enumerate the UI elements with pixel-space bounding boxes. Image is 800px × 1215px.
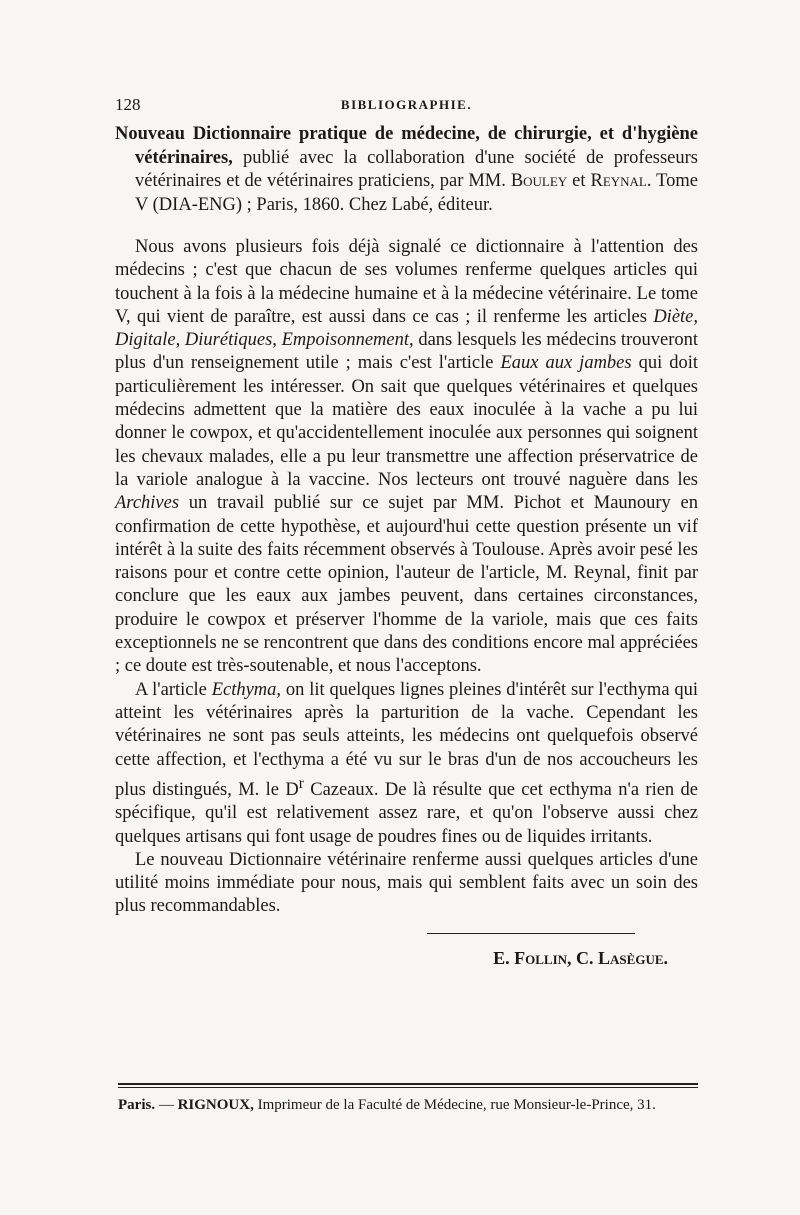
signature-separator: , C. bbox=[567, 947, 599, 968]
signature bbox=[115, 948, 698, 969]
p1-text-a: Nous avons plusieurs fois déjà signalé ce dictionnaire à l'attention des médecins ; c'est que chacun de ses volumes renferme quelques articles qui touchent à la fois à la médecine humaine et à la médecine vétérinaire. Le tome V, qui vient de paraître, est aussi dans ce cas ; il renferme les articles bbox=[115, 237, 698, 327]
p1-italic-articles: Diète, Digitale, Diurétiques, Empoisonnement, bbox=[115, 306, 698, 351]
footer-rule-thin bbox=[118, 1087, 698, 1088]
imprint-dash: — bbox=[155, 1097, 178, 1113]
paragraph-2 bbox=[115, 679, 698, 849]
page-header bbox=[115, 95, 698, 117]
running-head: BIBLIOGRAPHIE. bbox=[340, 97, 473, 112]
entry-description: publié avec la collaboration d'une société de professeurs vétérinaires et de vétérinaires praticiens, par MM. bbox=[135, 147, 698, 191]
p1-italic-archives: Archives bbox=[115, 493, 180, 514]
entry-and: et bbox=[567, 171, 591, 191]
paragraph-1 bbox=[115, 236, 698, 679]
printer-imprint bbox=[118, 1097, 698, 1114]
imprint-city: Paris. bbox=[118, 1097, 156, 1113]
p2-text-b: , on lit quelques lignes pleines d'intérêt sur l'ecthyma qui atteint les vétérinaires après la parturition de la vache. Cependant les vétérinaires ne sont pas seuls atteints, les médecins ont quelquefois observé cette affection, et l'ecthyma a été vu sur le bras d'un de nos accoucheurs les plus distingués, M. le D bbox=[115, 679, 698, 800]
paragraph-3: Le nouveau Dictionnaire vétérinaire renferme aussi quelques articles d'une utilité moins immédiate pour nous, mais qui semblent faits avec un soin des plus recommandables. bbox=[115, 849, 698, 917]
footer-rule bbox=[118, 1083, 698, 1085]
p2-superscript: r bbox=[298, 774, 304, 792]
p2-italic-ecthyma: Ecthyma bbox=[211, 679, 277, 700]
page-number: 128 bbox=[115, 95, 141, 114]
entry-publication: . Tome V (DIA-ENG) ; Paris, 1860. Chez Labé, éditeur. bbox=[135, 171, 698, 215]
imprint-printer: RIGNOUX, bbox=[177, 1097, 254, 1113]
signature-lasegue: Lasègue bbox=[598, 947, 664, 968]
signature-follin: Follin bbox=[514, 947, 568, 968]
p2-text-c: Cazeaux. De là résulte que cet ecthyma n'a rien de spécifique, qu'il est relativement assez rare, et qu'on l'observe aussi chez quelques artisans qui font usage de poudres fines ou de liquides irritants. bbox=[115, 779, 699, 847]
review-body bbox=[115, 236, 698, 919]
signature-end: . bbox=[663, 947, 668, 968]
entry-title: Nouveau Dictionnaire pratique de médecine, de chirurgie, et d'hygiène vétérinaires, bbox=[115, 124, 698, 168]
page-content bbox=[115, 95, 698, 969]
p1-text-b: dans lesquels les médecins trouveront plus d'un renseignement utile ; mais c'est l'article bbox=[115, 330, 698, 374]
bibliographic-entry bbox=[115, 123, 698, 217]
signature-initial: E. bbox=[493, 947, 515, 968]
signature-rule bbox=[427, 933, 635, 934]
author-reynal: Reynal bbox=[590, 171, 647, 191]
p1-text-d: un travail publié sur ce sujet par MM. Pichot et Maunoury en confirmation de cette hypothèse, et aujourd'hui cette question présente un vif intérêt à la suite des faits récemment observés à Toulouse. Après avoir pesé les raisons pour et contre cette opinion, l'auteur de l'article, M. Reynal, finit par conclure que les eaux aux jambes peuvent, dans certaines circonstances, produire le cowpox et préserver l'homme de la variole, mais que ces faits exceptionnels ne se rencontrent que dans des conditions encore mal appréciées ; ce doute est très-soutenable, et nous l'acceptons. bbox=[115, 493, 698, 677]
p1-italic-eaux: Eaux aux jambes bbox=[500, 353, 632, 374]
p1-text-c: qui doit particulièrement les intéresser. On sait que quelques vétérinaires et quelques médecins admettent que la matière des eaux inoculée à la vache a pu lui donner le cowpox, et qu'accidentellement inoculée aux personnes qui soignent les chevaux malades, elle a pu leur transmettre une affection préservatrice de la variole analogue à la vaccine. Nos lecteurs ont trouvé naguère dans les bbox=[115, 353, 698, 490]
author-bouley: Bouley bbox=[510, 171, 568, 191]
imprint-address: Imprimeur de la Faculté de Médecine, rue Monsieur-le-Prince, 31. bbox=[253, 1097, 656, 1113]
p2-text-a: A l'article bbox=[135, 679, 212, 700]
